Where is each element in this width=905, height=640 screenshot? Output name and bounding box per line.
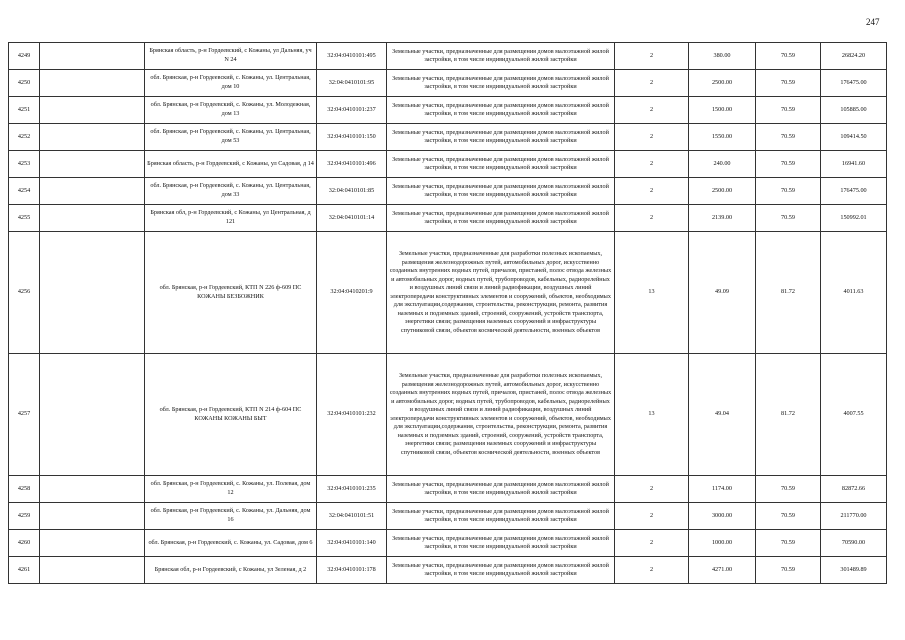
group-cell: 2 [615,557,689,584]
cadastral-number-cell: 32:04:0410101:237 [317,97,387,124]
land-use-cell: Земельные участки, предназначенные для размещения домов малоэтажной жилой застройки, в том числе индивидуальной жилой застройки [387,151,615,178]
empty-cell [40,124,145,151]
rate-cell: 70.59 [756,503,821,530]
cadastral-value-cell: 301489.89 [821,557,887,584]
empty-cell [40,97,145,124]
address-cell: обл. Брянская, р-н Гордеевский, КТП N 214 ф-604 ПС КОЖАНЫ КОЖАНЫ БЫТ [145,354,317,476]
address-cell: обл. Брянская, р-н Гордеевский, с. Кожаны, ул. Садовая, дом 6 [145,530,317,557]
cadastral-number-cell: 32:04:0410101:150 [317,124,387,151]
cadastral-number-cell: 32:04:0410101:235 [317,476,387,503]
row-number-cell: 4254 [9,178,40,205]
area-cell: 2139.00 [689,205,756,232]
cadastral-value-cell: 176475.00 [821,178,887,205]
land-use-cell: Земельные участки, предназначенные для размещения домов малоэтажной жилой застройки, в том числе индивидуальной жилой застройки [387,530,615,557]
area-cell: 2500.00 [689,70,756,97]
empty-cell [40,476,145,503]
address-cell: Брянская область, р-н Гордеевский, с Кожаны, ул Дальняя, уч N 24 [145,43,317,70]
group-cell: 2 [615,530,689,557]
land-use-cell: Земельные участки, предназначенные для размещения домов малоэтажной жилой застройки, в том числе индивидуальной жилой застройки [387,97,615,124]
cadastral-value-cell: 105885.00 [821,97,887,124]
row-number-cell: 4260 [9,530,40,557]
address-cell: Брянская обл, р-н Гордеевский, с Кожаны, ул Центральная, д 121 [145,205,317,232]
empty-cell [40,205,145,232]
cadastral-value-cell: 26824.20 [821,43,887,70]
cadastral-value-table [8,42,887,584]
area-cell: 240.00 [689,151,756,178]
rate-cell: 70.59 [756,530,821,557]
group-cell: 2 [615,43,689,70]
land-use-cell: Земельные участки, предназначенные для размещения домов малоэтажной жилой застройки, в том числе индивидуальной жилой застройки [387,70,615,97]
rate-cell: 70.59 [756,43,821,70]
row-number-cell: 4259 [9,503,40,530]
rate-cell: 70.59 [756,151,821,178]
cadastral-number-cell: 32:04:0410101:14 [317,205,387,232]
land-use-cell: Земельные участки, предназначенные для разработки полезных ископаемых, размещения железнодорожных путей, автомобильных дорог, искусственно созданных внутренних водных путей, причалов, пристаней, полос отвода железных и автомобильных дорог, водных путей, трубопроводов, кабельных, радиорелейных и воздушных линий связи и линий радиофикации, воздушных линий электропередачи конструктивных элементов и сооружений, объектов, необходимых для эксплуатации,содержания, строительства, реконструкции, ремонта, развития наземных и подземных зданий, строений, сооружений, устройств транспорта, энергетики связи; размещения наземных сооружений и инфраструктуры спутниковой связи, объектов космической деятельности, военных объектов [387,354,615,476]
cadastral-number-cell: 32:04:0410101:85 [317,178,387,205]
cadastral-number-cell: 32:04:0410101:496 [317,151,387,178]
group-cell: 2 [615,205,689,232]
cadastral-value-cell: 16941.60 [821,151,887,178]
table-row [9,232,887,354]
empty-cell [40,151,145,178]
area-cell: 1000.00 [689,530,756,557]
cadastral-value-cell: 211770.00 [821,503,887,530]
group-cell: 2 [615,178,689,205]
row-number-cell: 4256 [9,232,40,354]
empty-cell [40,43,145,70]
land-use-cell: Земельные участки, предназначенные для разработки полезных ископаемых, размещения железнодорожных путей, автомобильных дорог, искусственно созданных внутренних водных путей, причалов, пристаней, полос отвода железных и автомобильных дорог, водных путей, трубопроводов, кабельных, радиорелейных и воздушных линий связи и линий радиофикации, воздушных линий электропередачи конструктивных элементов и сооружений, объектов, необходимых для эксплуатации,содержания, строительства, реконструкции, ремонта, развития наземных и подземных зданий, строений, сооружений, устройств транспорта, энергетики связи; размещения наземных сооружений и инфраструктуры спутниковой связи, объектов космической деятельности, военных объектов [387,232,615,354]
address-cell: Брянская обл, р-н Гордеевский, с Кожаны, ул Зеленая, д 2 [145,557,317,584]
area-cell: 4271.00 [689,557,756,584]
table-row [9,70,887,97]
empty-cell [40,70,145,97]
rate-cell: 70.59 [756,97,821,124]
empty-cell [40,503,145,530]
cadastral-value-cell: 70590.00 [821,530,887,557]
address-cell: обл. Брянская, р-н Гордеевский, с. Кожаны, ул. Центральная, дом 53 [145,124,317,151]
group-cell: 2 [615,151,689,178]
land-use-cell: Земельные участки, предназначенные для размещения домов малоэтажной жилой застройки, в том числе индивидуальной жилой застройки [387,557,615,584]
table-row [9,178,887,205]
row-number-cell: 4249 [9,43,40,70]
cadastral-number-cell: 32:04:0410201:9 [317,232,387,354]
land-use-cell: Земельные участки, предназначенные для размещения домов малоэтажной жилой застройки, в том числе индивидуальной жилой застройки [387,205,615,232]
cadastral-value-cell: 4007.55 [821,354,887,476]
group-cell: 2 [615,70,689,97]
address-cell: обл. Брянская, р-н Гордеевский, с. Кожаны, ул. Полевая, дом 12 [145,476,317,503]
row-number-cell: 4261 [9,557,40,584]
row-number-cell: 4257 [9,354,40,476]
area-cell: 49.09 [689,232,756,354]
empty-cell [40,557,145,584]
rate-cell: 70.59 [756,124,821,151]
table-row [9,354,887,476]
address-cell: обл. Брянская, р-н Гордеевский, с. Кожаны, ул. Центральная, дом 10 [145,70,317,97]
land-use-cell: Земельные участки, предназначенные для размещения домов малоэтажной жилой застройки, в том числе индивидуальной жилой застройки [387,476,615,503]
land-use-cell: Земельные участки, предназначенные для размещения домов малоэтажной жилой застройки, в том числе индивидуальной жилой застройки [387,43,615,70]
rate-cell: 81.72 [756,354,821,476]
rate-cell: 70.59 [756,557,821,584]
group-cell: 2 [615,476,689,503]
cadastral-number-cell: 32:04:0410101:95 [317,70,387,97]
cadastral-number-cell: 32:04:0410101:140 [317,530,387,557]
rate-cell: 81.72 [756,232,821,354]
cadastral-value-cell: 150992.01 [821,205,887,232]
cadastral-value-cell: 109414.50 [821,124,887,151]
cadastral-number-cell: 32:04:0410101:51 [317,503,387,530]
group-cell: 2 [615,97,689,124]
rate-cell: 70.59 [756,70,821,97]
area-cell: 1550.00 [689,124,756,151]
land-use-cell: Земельные участки, предназначенные для размещения домов малоэтажной жилой застройки, в том числе индивидуальной жилой застройки [387,178,615,205]
table-row [9,151,887,178]
table-row [9,97,887,124]
row-number-cell: 4252 [9,124,40,151]
rate-cell: 70.59 [756,476,821,503]
cadastral-value-cell: 4011.63 [821,232,887,354]
cadastral-number-cell: 32:04:0410101:178 [317,557,387,584]
table-row [9,557,887,584]
table-body [9,43,887,584]
rate-cell: 70.59 [756,178,821,205]
group-cell: 2 [615,124,689,151]
page-number: 247 [866,17,880,27]
area-cell: 1174.00 [689,476,756,503]
row-number-cell: 4255 [9,205,40,232]
address-cell: Брянская область, р-н Гордеевский, с Кожаны, ул Садовая, д 14 [145,151,317,178]
table-row [9,124,887,151]
cadastral-value-cell: 82872.66 [821,476,887,503]
group-cell: 2 [615,503,689,530]
table-row [9,503,887,530]
cadastral-number-cell: 32:04:0410101:232 [317,354,387,476]
area-cell: 1500.00 [689,97,756,124]
row-number-cell: 4251 [9,97,40,124]
empty-cell [40,178,145,205]
row-number-cell: 4253 [9,151,40,178]
table-row [9,205,887,232]
address-cell: обл. Брянская, р-н Гордеевский, КТП N 226 ф-609 ПС КОЖАНЫ БЕЗБОЖНИК [145,232,317,354]
area-cell: 3000.00 [689,503,756,530]
area-cell: 380.00 [689,43,756,70]
group-cell: 13 [615,354,689,476]
row-number-cell: 4250 [9,70,40,97]
rate-cell: 70.59 [756,205,821,232]
area-cell: 49.04 [689,354,756,476]
table-row [9,476,887,503]
empty-cell [40,354,145,476]
empty-cell [40,232,145,354]
area-cell: 2500.00 [689,178,756,205]
empty-cell [40,530,145,557]
table-row [9,43,887,70]
cadastral-value-cell: 176475.00 [821,70,887,97]
address-cell: обл. Брянская, р-н Гордеевский, с. Кожаны, ул. Центральная, дом 33 [145,178,317,205]
row-number-cell: 4258 [9,476,40,503]
group-cell: 13 [615,232,689,354]
address-cell: обл. Брянская, р-н Гордеевский, с. Кожаны, ул. Молодежная, дом 13 [145,97,317,124]
cadastral-number-cell: 32:04:0410101:495 [317,43,387,70]
land-use-cell: Земельные участки, предназначенные для размещения домов малоэтажной жилой застройки, в том числе индивидуальной жилой застройки [387,503,615,530]
land-use-cell: Земельные участки, предназначенные для размещения домов малоэтажной жилой застройки, в том числе индивидуальной жилой застройки [387,124,615,151]
address-cell: обл. Брянская, р-н Гордеевский, с. Кожаны, ул. Дальняя, дом 16 [145,503,317,530]
table-row [9,530,887,557]
